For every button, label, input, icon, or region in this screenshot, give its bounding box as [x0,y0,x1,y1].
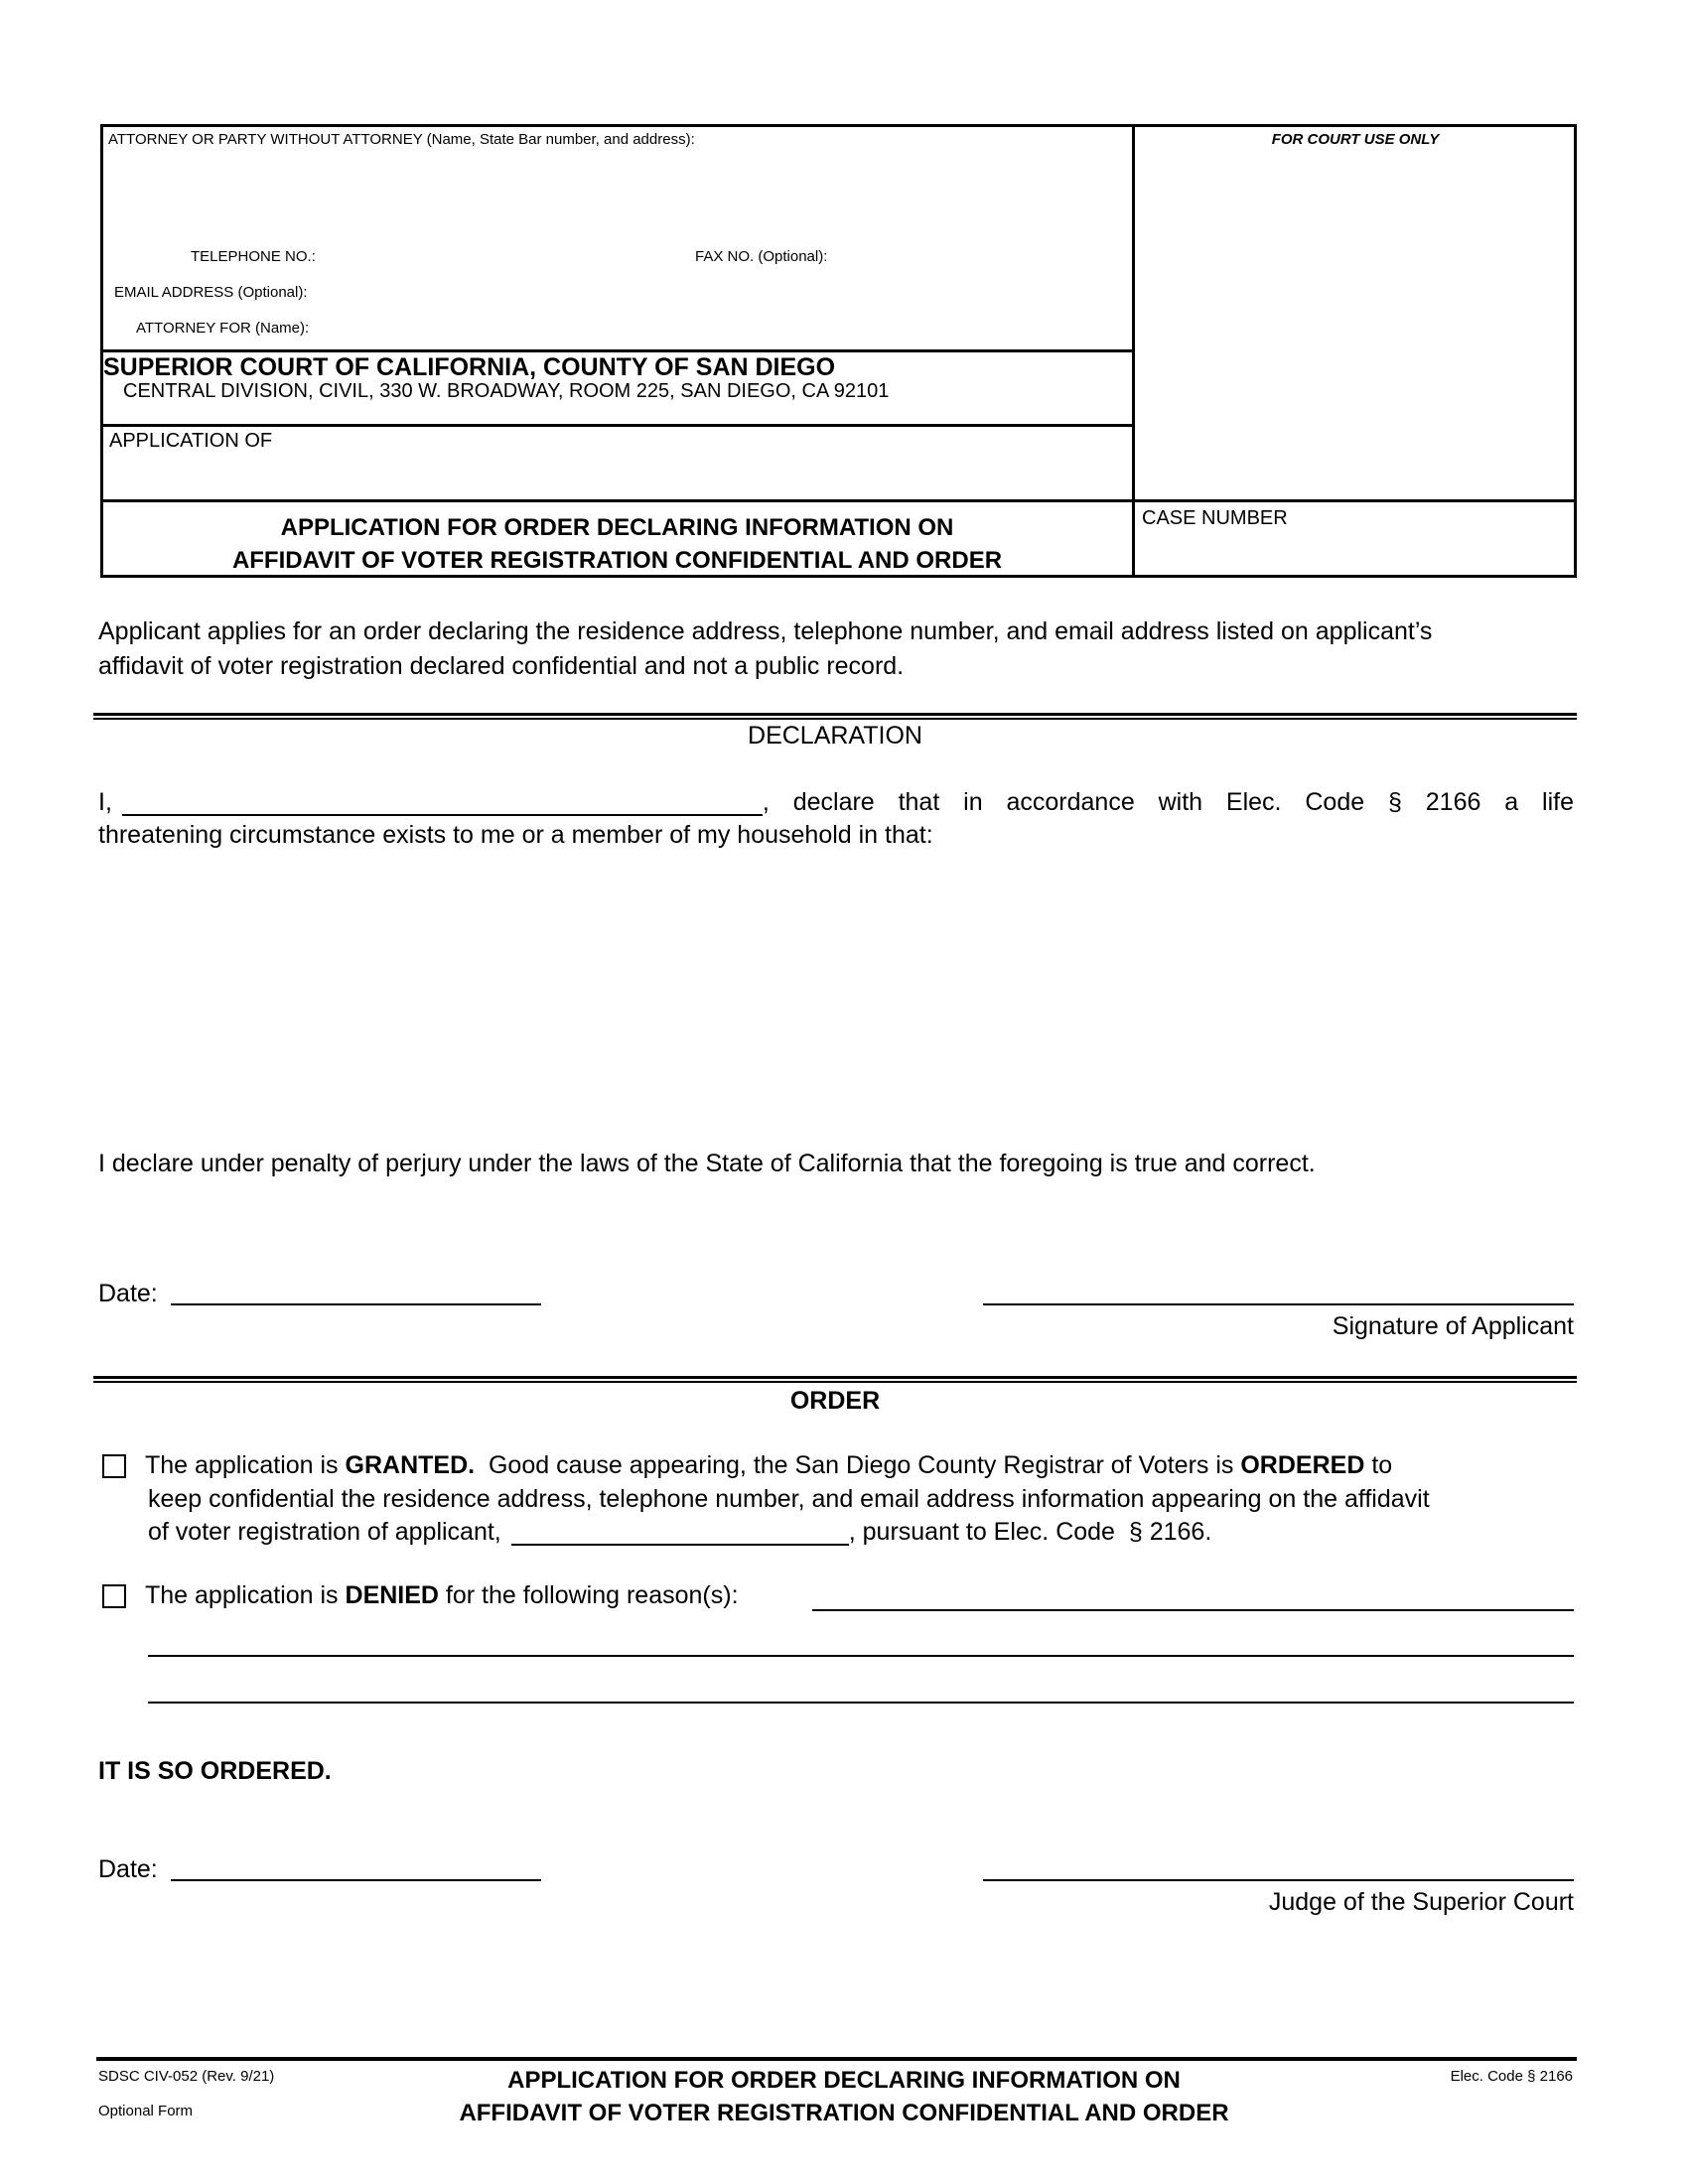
granted-line1: The application is GRANTED. Good cause appearing, the San Diego County Registrar of Voters is ORDERED to [145,1451,1393,1479]
declarant-line-suffix: , declare that in accordance with Elec. Code § 2166 a life [762,788,1574,816]
order-date-field[interactable] [171,1879,541,1881]
perjury-statement: I declare under penalty of perjury under the laws of the State of California that the foregoing is true and correct. [98,1150,1316,1177]
declarant-line [98,788,1574,817]
intro-text [98,614,1432,684]
declaration-date-field[interactable] [171,1303,541,1305]
court-use-label: FOR COURT USE ONLY [1271,131,1440,148]
intro-line2: affidavit of voter registration declared confidential and not a public record. [98,652,905,680]
denied-reason-field[interactable] [148,1655,1574,1657]
denied-reason-field[interactable] [148,1702,1574,1704]
court-name: SUPERIOR COURT OF CALIFORNIA, COUNTY OF SAN DIEGO [103,353,836,381]
denied-reason-field[interactable] [812,1609,1574,1611]
applicant-signature-field[interactable] [983,1303,1574,1305]
denied-checkbox[interactable] [102,1584,126,1608]
fax-label: FAX NO. (Optional): [695,248,828,265]
footer-title [298,2064,1390,2129]
declarant-prefix: I, [98,788,112,816]
form-number: SDSC CIV-052 (Rev. 9/21) [98,2068,275,2085]
section-rule [93,1376,1577,1383]
granted-line3-b: , pursuant to Elec. Code § 2166. [848,1518,1212,1546]
footer-rule [96,2057,1577,2061]
application-of-label: APPLICATION OF [109,430,273,452]
footer-title-line1: APPLICATION FOR ORDER DECLARING INFORMATION ON [507,2067,1181,2094]
section-rule [93,713,1577,720]
case-number-label: CASE NUMBER [1142,507,1288,529]
footer-title-line2: AFFIDAVIT OF VOTER REGISTRATION CONFIDENTIAL AND ORDER [459,2100,1229,2126]
circumstance-field[interactable] [98,864,1574,1132]
judge-label: Judge of the Superior Court [1268,1888,1574,1916]
divider [100,424,1134,427]
date-label: Date: [98,1280,158,1307]
divider [100,349,1134,352]
telephone-label: TELEPHONE NO.: [191,248,316,265]
intro-line1: Applicant applies for an order declaring the residence address, telephone number, and email address listed on applicant’s [98,617,1433,645]
denied-line: The application is DENIED for the following reason(s): [145,1581,739,1609]
declaration-line2: threatening circumstance exists to me or a member of my household in that: [98,821,933,849]
footer-code: Elec. Code § 2166 [1450,2068,1573,2085]
declarant-name-field[interactable] [122,788,763,816]
granted-line3-a: of voter registration of applicant, [148,1518,501,1546]
granted-checkbox[interactable] [102,1454,126,1478]
attorney-label: ATTORNEY OR PARTY WITHOUT ATTORNEY (Name, State Bar number, and address): [108,131,695,148]
granted-line2: keep confidential the residence address, telephone number, and email address information appearing on the affidavit [148,1485,1430,1513]
attorney-for-label: ATTORNEY FOR (Name): [136,320,310,337]
declaration-heading: DECLARATION [748,722,922,750]
applicant-name-field[interactable] [511,1518,849,1546]
optional-form: Optional Form [98,2103,194,2119]
judge-signature-field[interactable] [983,1879,1574,1881]
order-heading: ORDER [789,1387,881,1415]
so-ordered: IT IS SO ORDERED. [98,1757,332,1785]
divider [100,499,1577,502]
granted-line3 [148,1518,1211,1547]
signature-label: Signature of Applicant [1332,1312,1574,1340]
order-date-label: Date: [98,1855,158,1883]
form-title-line1: APPLICATION FOR ORDER DECLARING INFORMATION ON [280,514,954,541]
form-title [100,511,1134,577]
form-title-line2: AFFIDAVIT OF VOTER REGISTRATION CONFIDENTIAL AND ORDER [231,547,1003,574]
court-address: CENTRAL DIVISION, CIVIL, 330 W. BROADWAY, ROOM 225, SAN DIEGO, CA 92101 [123,380,890,402]
email-label: EMAIL ADDRESS (Optional): [114,284,308,301]
